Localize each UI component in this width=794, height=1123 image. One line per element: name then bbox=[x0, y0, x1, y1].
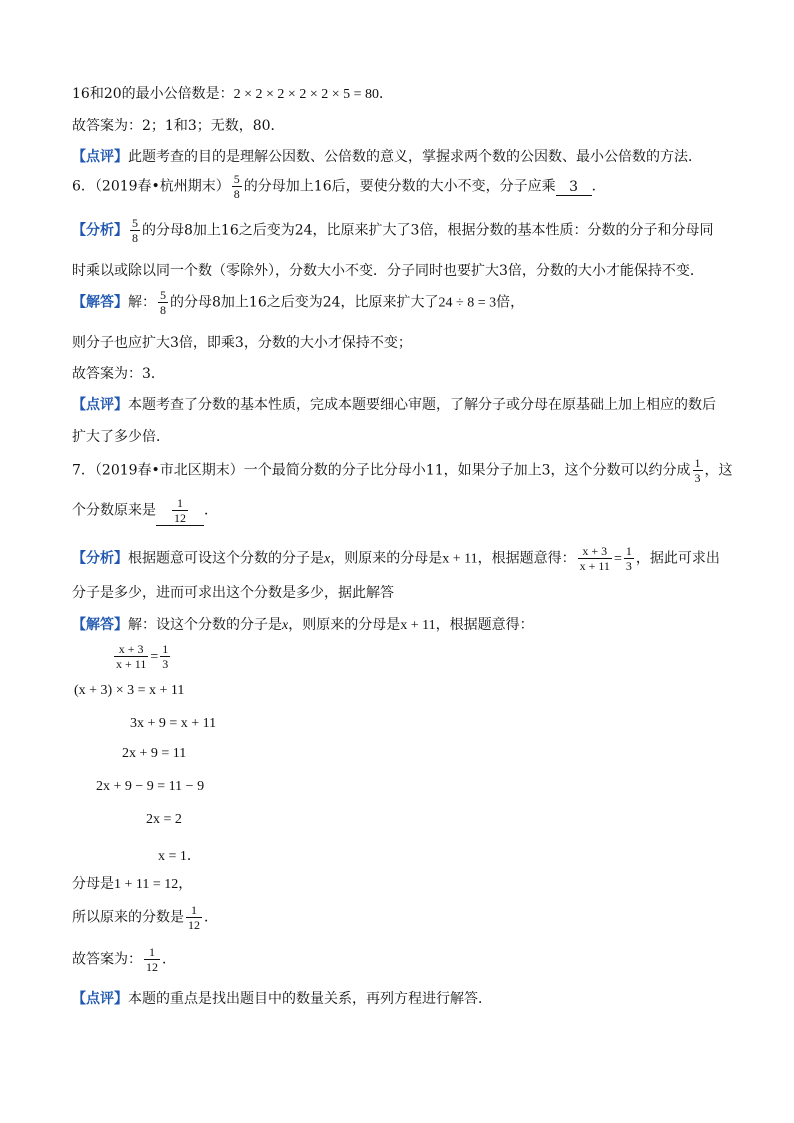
q6-solution-text: 的分母8加上16之后变为24，比原来扩大了 bbox=[170, 294, 439, 311]
q6-solution-calc: 24 ÷ 8 = 3 bbox=[438, 295, 497, 311]
comment-tag: 【点评】 bbox=[72, 397, 128, 413]
q6-comment-line1 bbox=[72, 394, 716, 414]
q7-comment-text: 本题的重点是找出题目中的数量关系，再列方程进行解答． bbox=[128, 991, 492, 1007]
q7-solution-line1 bbox=[72, 614, 534, 634]
step-6: x = 1． bbox=[158, 849, 201, 864]
q6-solution-line1 bbox=[72, 288, 524, 317]
q7-solution-text3: ，根据题意得： bbox=[435, 617, 534, 633]
q6-fraction-denominator: 8 bbox=[233, 187, 240, 201]
q7-analysis-eq-lnum: x + 3 bbox=[578, 544, 612, 559]
q7-answer-blank bbox=[156, 496, 204, 526]
q7-analysis-eq-sign: = bbox=[613, 551, 622, 567]
q7-final-denominator: 12 bbox=[146, 960, 158, 974]
lcm-formula: 2 × 2 × 2 × 2 × 2 × 5 = 80 bbox=[233, 87, 380, 102]
comment-tag: 【点评】 bbox=[72, 149, 128, 165]
q7-eq1-rnum: 1 bbox=[162, 642, 169, 656]
q7-fraction-numerator: 1 bbox=[694, 456, 701, 470]
q7-solution-den-expr: x + 11 bbox=[400, 618, 436, 633]
original-fraction-line bbox=[72, 903, 218, 932]
q7-answer-text: 故答案为： bbox=[72, 951, 142, 968]
q7-eq1-sign: = bbox=[150, 649, 159, 665]
lcm-line bbox=[72, 83, 393, 103]
q7-solution-text1: 解：设这个分数的分子是 bbox=[128, 617, 282, 633]
q7-analysis-eq-rden: 3 bbox=[625, 559, 632, 573]
solution-tag: 【解答】 bbox=[72, 294, 128, 311]
q7-analysis-eq-lden: x + 11 bbox=[579, 559, 610, 573]
q7-answer-numerator: 1 bbox=[172, 496, 188, 511]
answer-line-1: 故答案为：2；1和3；无数，80． bbox=[72, 118, 285, 134]
q6-solution-denominator: 8 bbox=[160, 303, 166, 317]
q7-final-fraction bbox=[144, 945, 160, 974]
q6-end: ． bbox=[591, 178, 606, 195]
q6-solution-lead: 解： bbox=[128, 294, 156, 311]
original-text: 所以原来的分数是 bbox=[72, 909, 184, 926]
q7-answer-fraction bbox=[172, 496, 188, 525]
q7-prefix: 7．（2019春•市北区期末）一个最简分数的分子比分母小11，如果分子加上3，这个分数可以约分成 bbox=[72, 462, 691, 479]
q6-analysis-numerator: 5 bbox=[132, 216, 138, 230]
q7-end: ，这 bbox=[704, 462, 733, 479]
denominator-text: 分母是 bbox=[72, 876, 114, 892]
q7-comment-line bbox=[72, 988, 492, 1008]
q7-fraction bbox=[693, 456, 703, 485]
q7-eq1-lden: x + 11 bbox=[116, 657, 147, 671]
question-7-line2 bbox=[72, 496, 218, 526]
q7-analysis-line2: 分子是多少，进而可求出这个分数是多少，据此解答 bbox=[72, 585, 394, 601]
analysis-tag: 【分析】 bbox=[72, 550, 128, 567]
q6-fraction-numerator: 5 bbox=[233, 172, 240, 186]
q7-final-numerator: 1 bbox=[144, 945, 160, 960]
comment-tag: 【点评】 bbox=[72, 991, 128, 1007]
q7-analysis-eq-rnum: 1 bbox=[625, 544, 632, 558]
q7-line2-end: ． bbox=[204, 502, 218, 519]
q6-analysis-line1 bbox=[72, 216, 713, 245]
q7-solution-var: x bbox=[282, 618, 289, 633]
q6-answer-line: 故答案为：3． bbox=[72, 366, 165, 382]
question-6 bbox=[72, 172, 606, 201]
q6-analysis-line2: 时乘以或除以同一个数（零除外），分数大小不变．分子同时也要扩大3倍，分数的大小才能保持不变． bbox=[72, 263, 704, 279]
q7-analysis-eq-left bbox=[578, 544, 612, 573]
q7-answer-end: ． bbox=[162, 951, 176, 968]
q7-analysis-text1a: 根据题意可设这个分数的分子是 bbox=[128, 550, 324, 567]
q7-eq1-right bbox=[160, 642, 170, 671]
q7-analysis-text1b: ，则原来的分母是 bbox=[330, 550, 443, 567]
solution-tag: 【解答】 bbox=[72, 617, 128, 633]
q6-fraction bbox=[232, 172, 242, 201]
q7-analysis-den-expr: x + 11 bbox=[442, 551, 478, 567]
q7-analysis-line1 bbox=[72, 544, 720, 573]
q7-eq1-lnum: x + 3 bbox=[114, 642, 148, 657]
q6-solution-end: 倍， bbox=[496, 294, 525, 311]
original-numerator: 1 bbox=[186, 903, 202, 918]
q6-analysis-fraction bbox=[130, 216, 140, 245]
q7-analysis-eq-right bbox=[624, 544, 634, 573]
original-fraction bbox=[186, 903, 202, 932]
comment-text: 此题考查的目的是理解公因数、公倍数的意义，掌握求两个数的公因数、最小公倍数的方法． bbox=[128, 149, 702, 165]
q6-solution-line2: 则分子也应扩大3倍，即乘3，分数的大小才保持不变； bbox=[72, 335, 412, 351]
q6-answer-blank: 3 bbox=[556, 179, 592, 196]
q7-analysis-var: x bbox=[324, 551, 331, 567]
step-5: 2x = 2 bbox=[146, 812, 182, 827]
q6-prefix: 6．（2019春•杭州期末） bbox=[72, 178, 230, 195]
original-end: ． bbox=[204, 909, 218, 926]
q7-solution-equation bbox=[112, 642, 172, 671]
analysis-tag: 【分析】 bbox=[72, 222, 128, 239]
q7-line2-text: 个分数原来是 bbox=[72, 502, 156, 519]
comment-line-1 bbox=[72, 146, 702, 166]
q6-comment-line2: 扩大了多少倍． bbox=[72, 429, 170, 445]
q7-answer-line bbox=[72, 945, 176, 974]
q7-eq1-rden: 3 bbox=[162, 657, 169, 671]
step-2: 3x + 9 = x + 11 bbox=[130, 716, 217, 731]
step-3: 2x + 9 = 11 bbox=[122, 746, 187, 761]
q7-analysis-text1c: ，根据题意得： bbox=[477, 550, 576, 567]
q6-analysis-text1: 的分母8加上16之后变为24，比原来扩大了3倍，根据分数的基本性质：分数的分子和分母同 bbox=[142, 222, 714, 239]
q7-fraction-denominator: 3 bbox=[694, 471, 701, 485]
q6-solution-numerator: 5 bbox=[160, 288, 166, 302]
q6-comment-text1: 本题考查了分数的基本性质，完成本题要细心审题，了解分子或分母在原基础上加上相应的数后 bbox=[128, 397, 716, 413]
original-denominator: 12 bbox=[188, 918, 200, 932]
denominator-calc: 1 + 11 = 12 bbox=[114, 877, 179, 892]
lcm-text: 16和20的最小公倍数是： bbox=[72, 86, 234, 102]
denominator-line bbox=[72, 873, 192, 893]
step-1: (x + 3) × 3 = x + 11 bbox=[74, 683, 185, 698]
q6-solution-fraction bbox=[158, 288, 168, 317]
q7-solution-text2: ，则原来的分母是 bbox=[288, 617, 401, 633]
lcm-end: ． bbox=[379, 86, 394, 102]
denominator-end: ， bbox=[178, 876, 193, 892]
q7-eq1-left bbox=[114, 642, 148, 671]
q7-answer-denominator: 12 bbox=[174, 511, 186, 525]
step-4: 2x + 9 − 9 = 11 − 9 bbox=[96, 779, 205, 794]
q6-analysis-denominator: 8 bbox=[132, 231, 138, 245]
q6-text: 的分母加上16后，要使分数的大小不变，分子应乘 bbox=[243, 178, 556, 195]
question-7-line1 bbox=[72, 456, 733, 485]
q7-analysis-text1d: ，据此可求出 bbox=[635, 550, 720, 567]
